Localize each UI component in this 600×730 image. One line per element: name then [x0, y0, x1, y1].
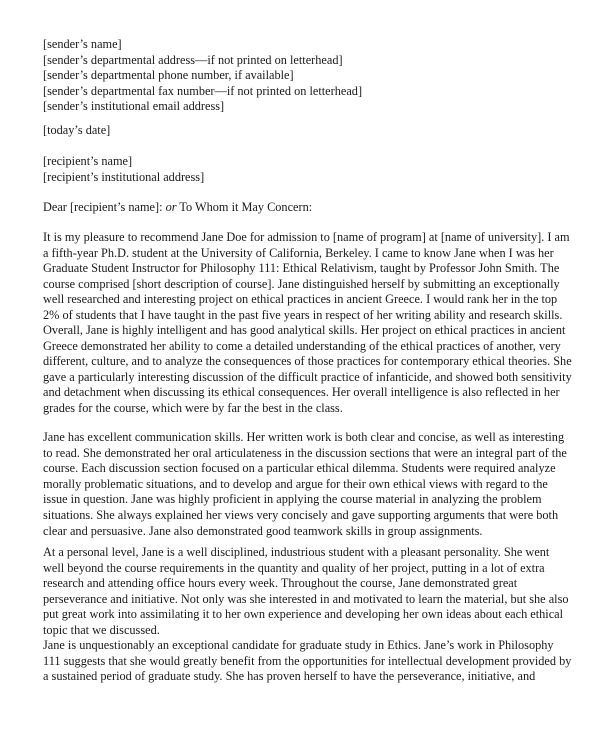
paragraph-line: morally problematic situations, and to develop and argue for their own ethical views with regard to the	[43, 476, 548, 491]
paragraph-line: well beyond the course requirements in the quantity and quality of her project, putting in a lot of extra	[43, 560, 545, 575]
recipient-address: [recipient’s institutional address]	[43, 169, 205, 184]
paragraph-line: Graduate Student Instructor for Philosophy 111: Ethical Relativism, taught by Professor John Smith. The	[43, 261, 560, 276]
paragraph-line: to read. She demonstrated her oral articulateness in the discussion sections that were an integral part of the	[43, 445, 567, 460]
sender-fax: [sender’s departmental fax number—if not printed on letterhead]	[43, 83, 363, 98]
salutation-line	[43, 200, 563, 216]
salutation-or: or	[165, 200, 177, 214]
date-block	[43, 123, 563, 139]
sender-email: [sender’s institutional email address]	[43, 99, 225, 114]
paragraph-line: course comprised [short description of course]. Jane distinguished herself by submitting an exceptionally	[43, 276, 560, 291]
paragraph-3	[43, 430, 567, 539]
paragraph-line: a fifth-year Ph.D. student at the University of California, Berkeley. I came to know Jane when I was her	[43, 245, 554, 260]
paragraph-line: different, culture, and to analyze the consequences of those practices for contemporary ethical theories. She	[43, 354, 572, 369]
paragraph-line: topic that we discussed.	[43, 622, 160, 637]
paragraph-line: gave a particularly interesting discussion of the difficult practice of infanticide, and showed both sensitivity	[43, 369, 572, 384]
paragraph-5	[43, 638, 572, 685]
paragraph-line: At a personal level, Jane is a well disciplined, industrious student with a pleasant personality. She went	[43, 545, 550, 559]
paragraph-line: research and attending office hours every week. Throughout the course, Jane demonstrated great	[43, 576, 518, 591]
paragraph-line: Greece demonstrated her ability to come a detailed understanding of the ethical practices of another, very	[43, 338, 561, 353]
paragraph-1	[43, 230, 570, 324]
sender-address: [sender’s departmental address—if not printed on letterhead]	[43, 52, 343, 67]
paragraph-line: put great work into assimilating it to her own experience and developing her own ideas about each ethical	[43, 607, 564, 622]
salutation-lead: Dear [recipient’s name]:	[43, 200, 166, 214]
paragraph-4	[43, 545, 569, 639]
recipient-block	[43, 154, 563, 185]
paragraph-line: and detachment when discussing its ethical consequences. Her overall intelligence is also reflected in her	[43, 385, 560, 400]
salutation-tail: To Whom it May Concern:	[176, 200, 313, 214]
paragraph-line: grades for the course, which were by far the best in the class.	[43, 400, 343, 415]
paragraph-line: Jane has excellent communication skills. Her written work is both clear and concise, as well as interesting	[43, 430, 565, 444]
recipient-name: [recipient’s name]	[43, 154, 133, 168]
salutation	[43, 200, 563, 216]
paragraph-line: perseverance and initiative. Not only was she interested in and motivated to learn the material, but she also	[43, 591, 569, 606]
paragraph-line: Jane is unquestionably an exceptional candidate for graduate study in Ethics. Jane’s work in Philosophy	[43, 638, 554, 652]
paragraph-line: It is my pleasure to recommend Jane Doe for admission to [name of program] at [name of university]. I am	[43, 230, 570, 244]
paragraph-line: 111 suggests that she would greatly benefit from the opportunities for intellectual development provided by	[43, 653, 572, 668]
paragraph-line: clear and persuasive. Jane also demonstrated good teamwork skills in group assignments.	[43, 523, 483, 538]
paragraph-line: issue in question. Jane was highly proficient in applying the course material in analyzing the problem	[43, 492, 542, 507]
paragraph-line: course. Each discussion section focused on a particular ethical dilemma. Students were required analyze	[43, 461, 556, 476]
paragraph-line: situations. She always explained her views very concisely and gave supporting arguments that were both	[43, 507, 559, 522]
sender-name: [sender’s name]	[43, 37, 122, 51]
letter-date: [today’s date]	[43, 123, 111, 137]
paragraph-line: 2% of students that I have taught in the past five years in respect of her writing ability and research skills.	[43, 307, 563, 322]
sender-block	[43, 37, 563, 115]
paragraph-line: Overall, Jane is highly intelligent and has good analytical skills. Her project on ethical practices in ancient	[43, 323, 566, 337]
paragraph-line: a sustained period of graduate study. She has proven herself to have the perseverance, initiative, and	[43, 669, 536, 684]
sender-phone: [sender’s departmental phone number, if available]	[43, 68, 294, 83]
paragraph-2	[43, 323, 572, 417]
paragraph-line: well researched and interesting project on ethical practices in ancient Greece. I would rank her in the top	[43, 292, 558, 307]
